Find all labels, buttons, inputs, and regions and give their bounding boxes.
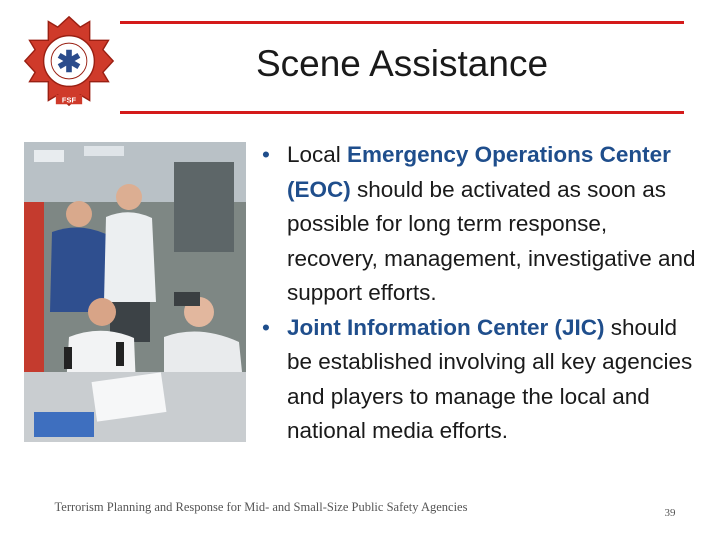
bullet-item: [256, 311, 702, 449]
slide-title: Scene Assistance: [255, 43, 549, 84]
bullet-marker: •: [262, 314, 270, 340]
bullet-marker: •: [262, 142, 270, 167]
logo-text: FSF: [61, 95, 77, 105]
bullet-item: [256, 138, 702, 311]
bullet-text-plain: should be activated as soon as possible for long term response, recovery, management, investigative and support efforts.: [287, 176, 696, 305]
bullet-text-plain: should be established involving all key agencies and players to manage the local and national media efforts.: [287, 314, 693, 443]
page-number: 39: [664, 507, 676, 519]
title-top-rule: [120, 21, 684, 24]
emergency-operations-photo: [24, 142, 246, 442]
bullet-list: [256, 138, 702, 449]
bullet-text-highlight: Emergency Operations Center (EOC): [287, 142, 671, 202]
fire-badge-logo: [22, 14, 116, 108]
title-bottom-rule: [120, 111, 684, 114]
bullet-text-highlight: Joint Information Center (JIC): [287, 314, 605, 340]
slide-footer: Terrorism Planning and Response for Mid- and Small-Size Public Safety Agencies: [54, 500, 468, 514]
bullet-text-plain: Local: [287, 142, 348, 167]
